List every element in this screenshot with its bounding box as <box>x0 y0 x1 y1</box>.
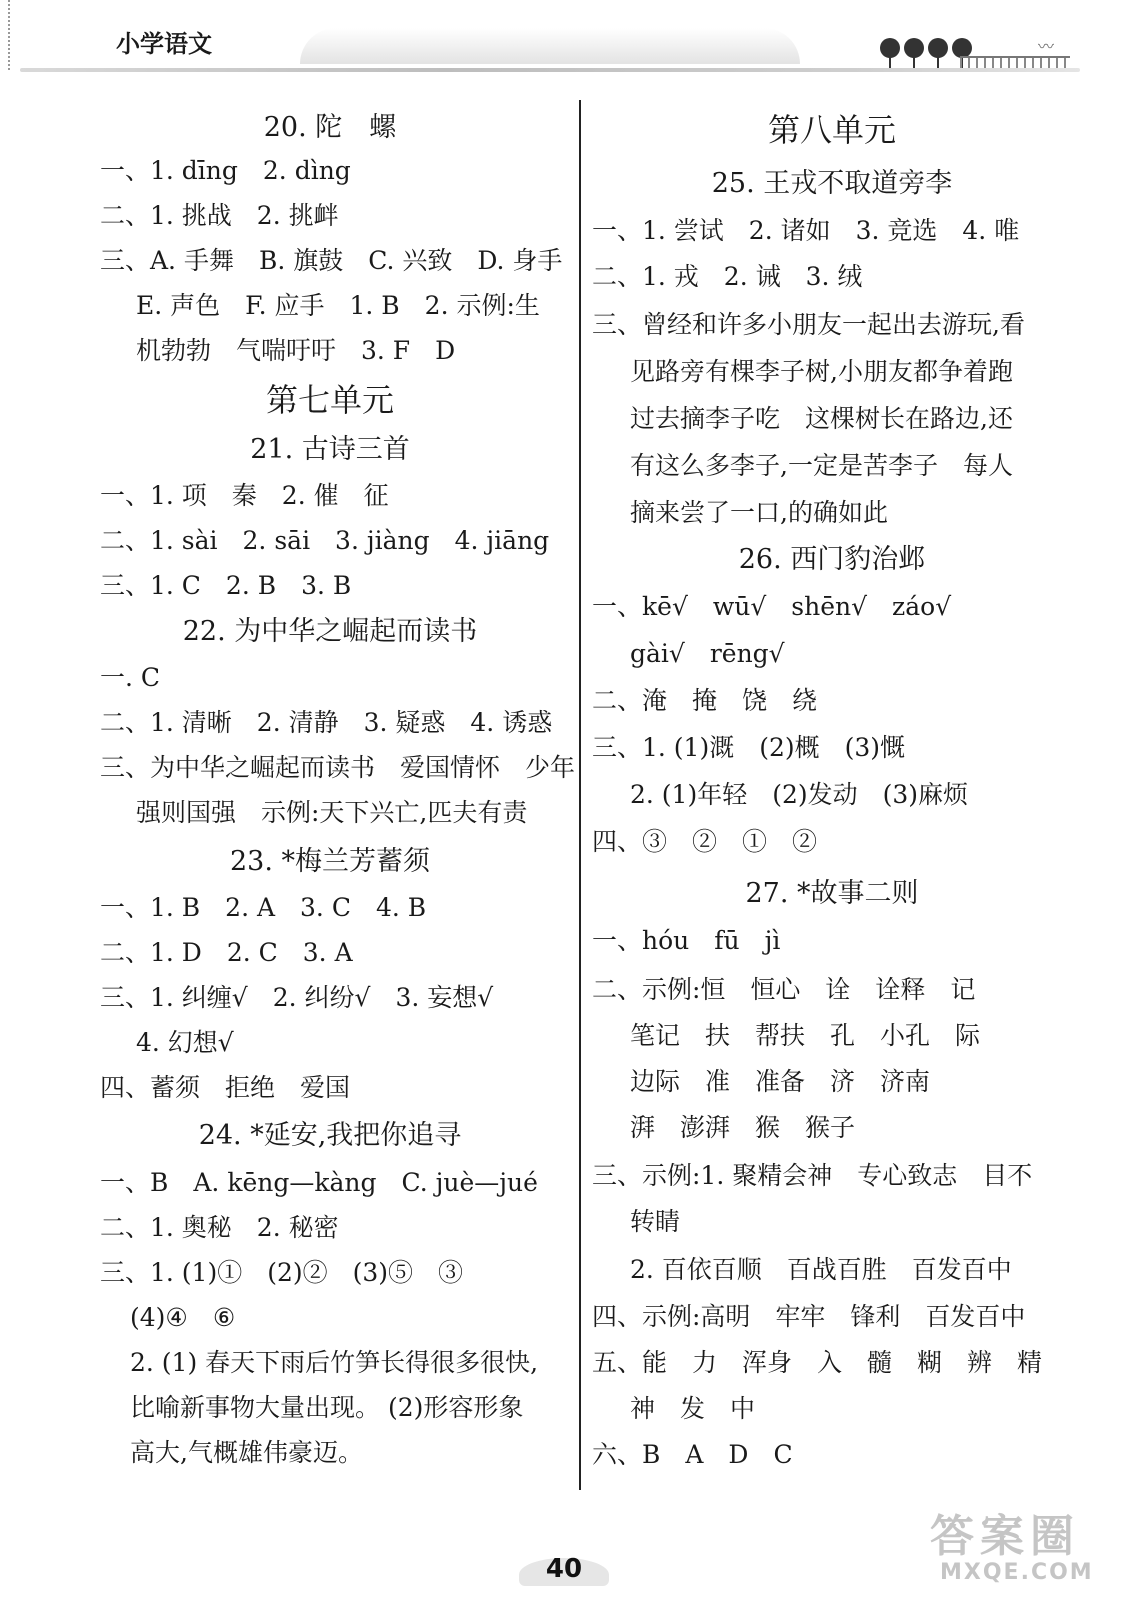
answer-line: 三、曾经和许多小朋友一起出去游玩,看 <box>592 310 1025 339</box>
page-number <box>519 1550 609 1590</box>
answer-line: 三、A. 手舞 B. 旗鼓 C. 兴致 D. 身手 <box>100 246 563 275</box>
answer-line: 三、1. 纠缠√ 2. 纠纷√ 3. 妄想√ <box>100 983 494 1012</box>
answer-line: E. 声色 F. 应手 1. B 2. 示例:生 <box>136 291 540 320</box>
lesson-25-title: 25. 王戎不取道旁李 <box>711 168 953 199</box>
unit-7-title: 第七单元 <box>265 381 394 419</box>
answer-line: 三、1. (1)溉 (2)概 (3)慨 <box>592 733 906 762</box>
lesson-21-title: 21. 古诗三首 <box>250 434 410 465</box>
answer-line: 二、1. D 2. C 3. A <box>100 938 353 967</box>
answer-line: 六、B A D C <box>592 1440 793 1469</box>
answer-line: 二、淹 掩 饶 绕 <box>592 686 818 715</box>
answer-line: 一、B A. kēng—kàng C. juè—jué <box>100 1168 538 1197</box>
answer-line: 四、蓄须 拒绝 爱国 <box>100 1073 351 1102</box>
lesson-26-title: 26. 西门豹治邺 <box>738 544 926 575</box>
answer-line: (4)④ ⑥ <box>130 1303 236 1332</box>
lesson-24-title: 24. *延安,我把你追寻 <box>198 1120 462 1151</box>
answer-line: 二、1. sài 2. sāi 3. jiàng 4. jiāng <box>100 526 550 555</box>
answer-line: 二、示例:恒 恒心 诠 诠释 记 <box>592 975 976 1004</box>
page-header <box>0 0 1122 80</box>
birds-icon: 〰 <box>1038 37 1055 56</box>
answer-line: 一、hóu fū jì <box>592 926 781 955</box>
unit-8-title: 第八单元 <box>767 111 896 149</box>
answer-line: 摘来尝了一口,的确如此 <box>630 498 888 527</box>
lesson-23-title: 23. *梅兰芳蓄须 <box>229 846 431 877</box>
page-number-text: 40 <box>545 1554 583 1584</box>
answer-line: 笔记 扶 帮扶 孔 小孔 际 <box>630 1021 981 1050</box>
answer-line: 湃 澎湃 猴 猴子 <box>630 1113 856 1142</box>
header-rule <box>20 68 1080 72</box>
answer-line: 三、示例:1. 聚精会神 专心致志 目不 <box>592 1161 1033 1190</box>
answer-line: 强则国强 示例:天下兴亡,匹夫有责 <box>136 798 528 827</box>
answer-line: 2. (1) 春天下雨后竹笋长得很多很快, <box>130 1348 539 1377</box>
answer-line: 见路旁有棵李子树,小朋友都争着跑 <box>630 357 1013 386</box>
answer-line: 四、③ ② ① ② <box>592 827 818 856</box>
answer-line: 2. (1)年轻 (2)发动 (3)麻烦 <box>630 780 969 809</box>
answer-line: 二、1. 奥秘 2. 秘密 <box>100 1213 339 1242</box>
answer-line: 一、kē√ wū√ shēn√ záo√ <box>592 592 952 621</box>
column-divider <box>579 100 581 1490</box>
header-title: 小学语文 <box>116 30 212 58</box>
answer-line: 过去摘李子吃 这棵树长在路边,还 <box>630 404 1013 433</box>
answer-line: 比喻新事物大量出现。 (2)形容形象 <box>130 1393 524 1422</box>
answer-line: 机勃勃 气喘吁吁 3. F D <box>136 336 456 365</box>
answer-line: 边际 准 准备 济 济南 <box>630 1067 931 1096</box>
answer-line: 二、1. 戎 2. 诫 3. 绒 <box>592 262 863 291</box>
watermark <box>920 1500 1110 1590</box>
answer-line: 一. C <box>100 663 161 692</box>
watermark-top: 答案圈 <box>930 1511 1080 1562</box>
answer-line: 转睛 <box>630 1207 681 1236</box>
answer-line: 一、1. dīng 2. dìng <box>100 156 351 185</box>
lesson-22-title: 22. 为中华之崛起而读书 <box>182 616 478 647</box>
answer-line: 一、1. 尝试 2. 诸如 3. 竞选 4. 唯 <box>592 216 1020 245</box>
answer-line: 五、能 力 浑身 入 髓 糊 辨 精 <box>592 1348 1043 1377</box>
answer-line: 一、1. 项 秦 2. 催 征 <box>100 481 389 510</box>
answer-line: 四、示例:高明 牢牢 锋利 百发百中 <box>592 1302 1026 1331</box>
answer-line: 二、1. 挑战 2. 挑衅 <box>100 201 339 230</box>
answer-line: 三、为中华之崛起而读书 爱国情怀 少年 <box>100 753 576 782</box>
answer-line: 4. 幻想√ <box>136 1028 234 1057</box>
answer-line: 一、1. B 2. A 3. C 4. B <box>100 893 427 922</box>
answer-line: 神 发 中 <box>630 1394 756 1423</box>
lesson-20-title: 20. 陀 螺 <box>263 112 397 143</box>
answer-line: gài√ rēng√ <box>630 639 785 668</box>
answer-line: 高大,气概雄伟豪迈。 <box>130 1438 363 1467</box>
header-decoration <box>300 28 800 64</box>
watermark-bottom: MXQE.COM <box>940 1560 1094 1585</box>
answer-line: 2. 百依百顺 百战百胜 百发百中 <box>630 1255 1012 1284</box>
answer-line: 三、1. C 2. B 3. B <box>100 571 352 600</box>
lesson-27-title: 27. *故事二则 <box>745 878 919 909</box>
answer-line: 三、1. (1)① (2)② (3)⑤ ③ <box>100 1258 464 1287</box>
answer-line: 有这么多李子,一定是苦李子 每人 <box>630 451 1013 480</box>
answer-line: 二、1. 清晰 2. 清静 3. 疑惑 4. 诱惑 <box>100 708 553 737</box>
